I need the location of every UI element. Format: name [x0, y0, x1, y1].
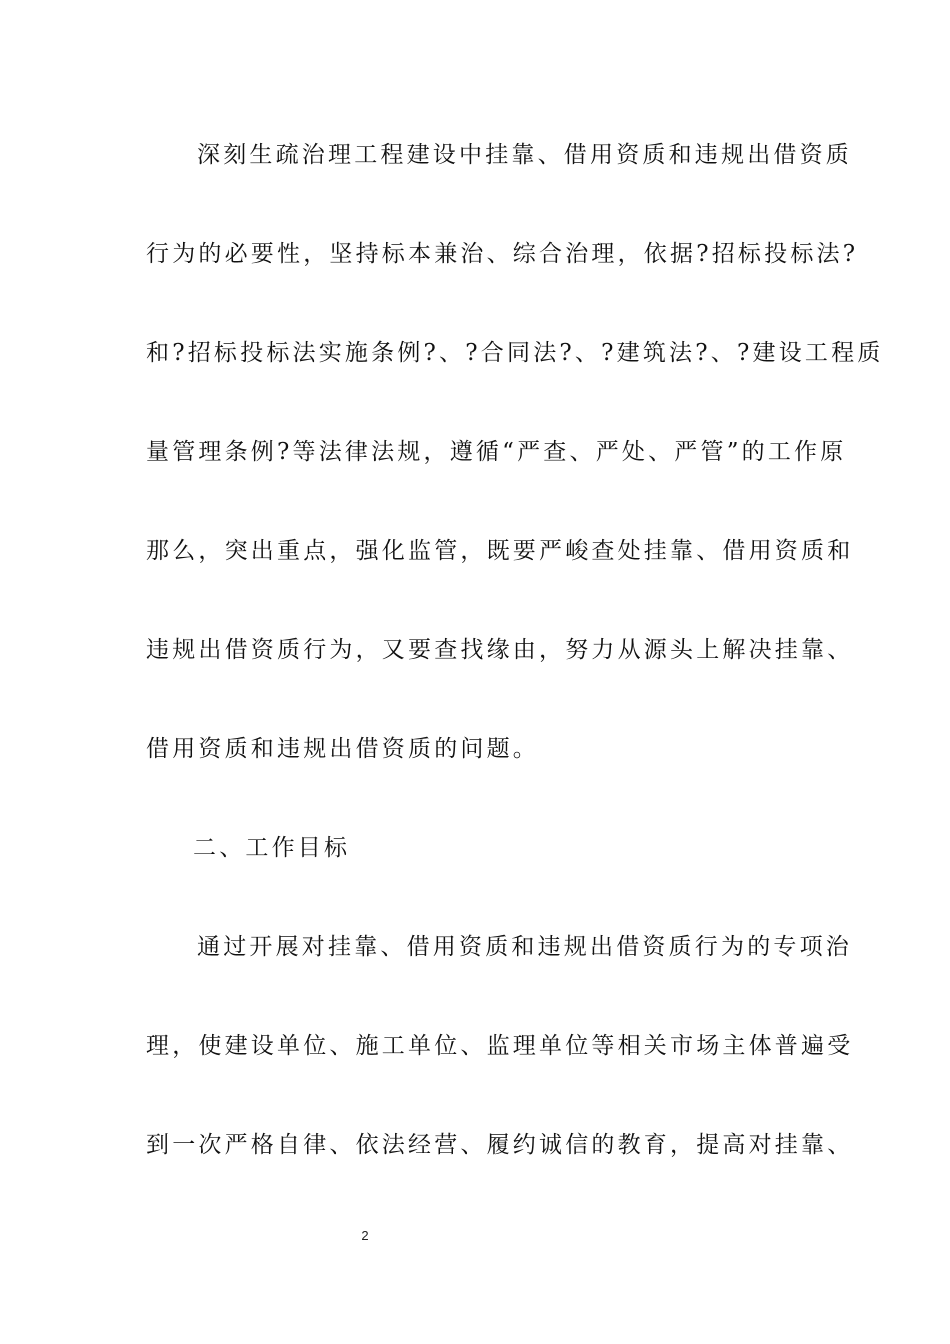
section-heading: 二、工作目标	[193, 835, 351, 861]
paragraph-line: 那么，突出重点，强化监管，既要严峻查处挂靠、借用资质和	[146, 538, 854, 564]
paragraph-line: 借用资质和违规出借资质的问题。	[146, 736, 539, 762]
paragraph-line: 行为的必要性，坚持标本兼治、综合治理，依据?招标投标法?	[146, 241, 859, 267]
paragraph-line: 通过开展对挂靠、借用资质和违规出借资质行为的专项治	[197, 934, 852, 960]
paragraph-line: 和?招标投标法实施条例?、?合同法?、?建筑法?、?建设工程质	[146, 340, 884, 366]
paragraph-line: 理，使建设单位、施工单位、监理单位等相关市场主体普遍受	[146, 1033, 854, 1059]
page-number: 2	[361, 1228, 369, 1243]
paragraph-line: 深刻生疏治理工程建设中挂靠、借用资质和违规出借资质	[197, 142, 852, 168]
paragraph-line: 量管理条例?等法律法规，遵循“严查、严处、严管”的工作原	[146, 439, 847, 465]
paragraph-line: 到一次严格自律、依法经营、履约诚信的教育，提高对挂靠、	[146, 1132, 854, 1158]
paragraph-line: 违规出借资质行为，又要查找缘由，努力从源头上解决挂靠、	[146, 637, 854, 663]
